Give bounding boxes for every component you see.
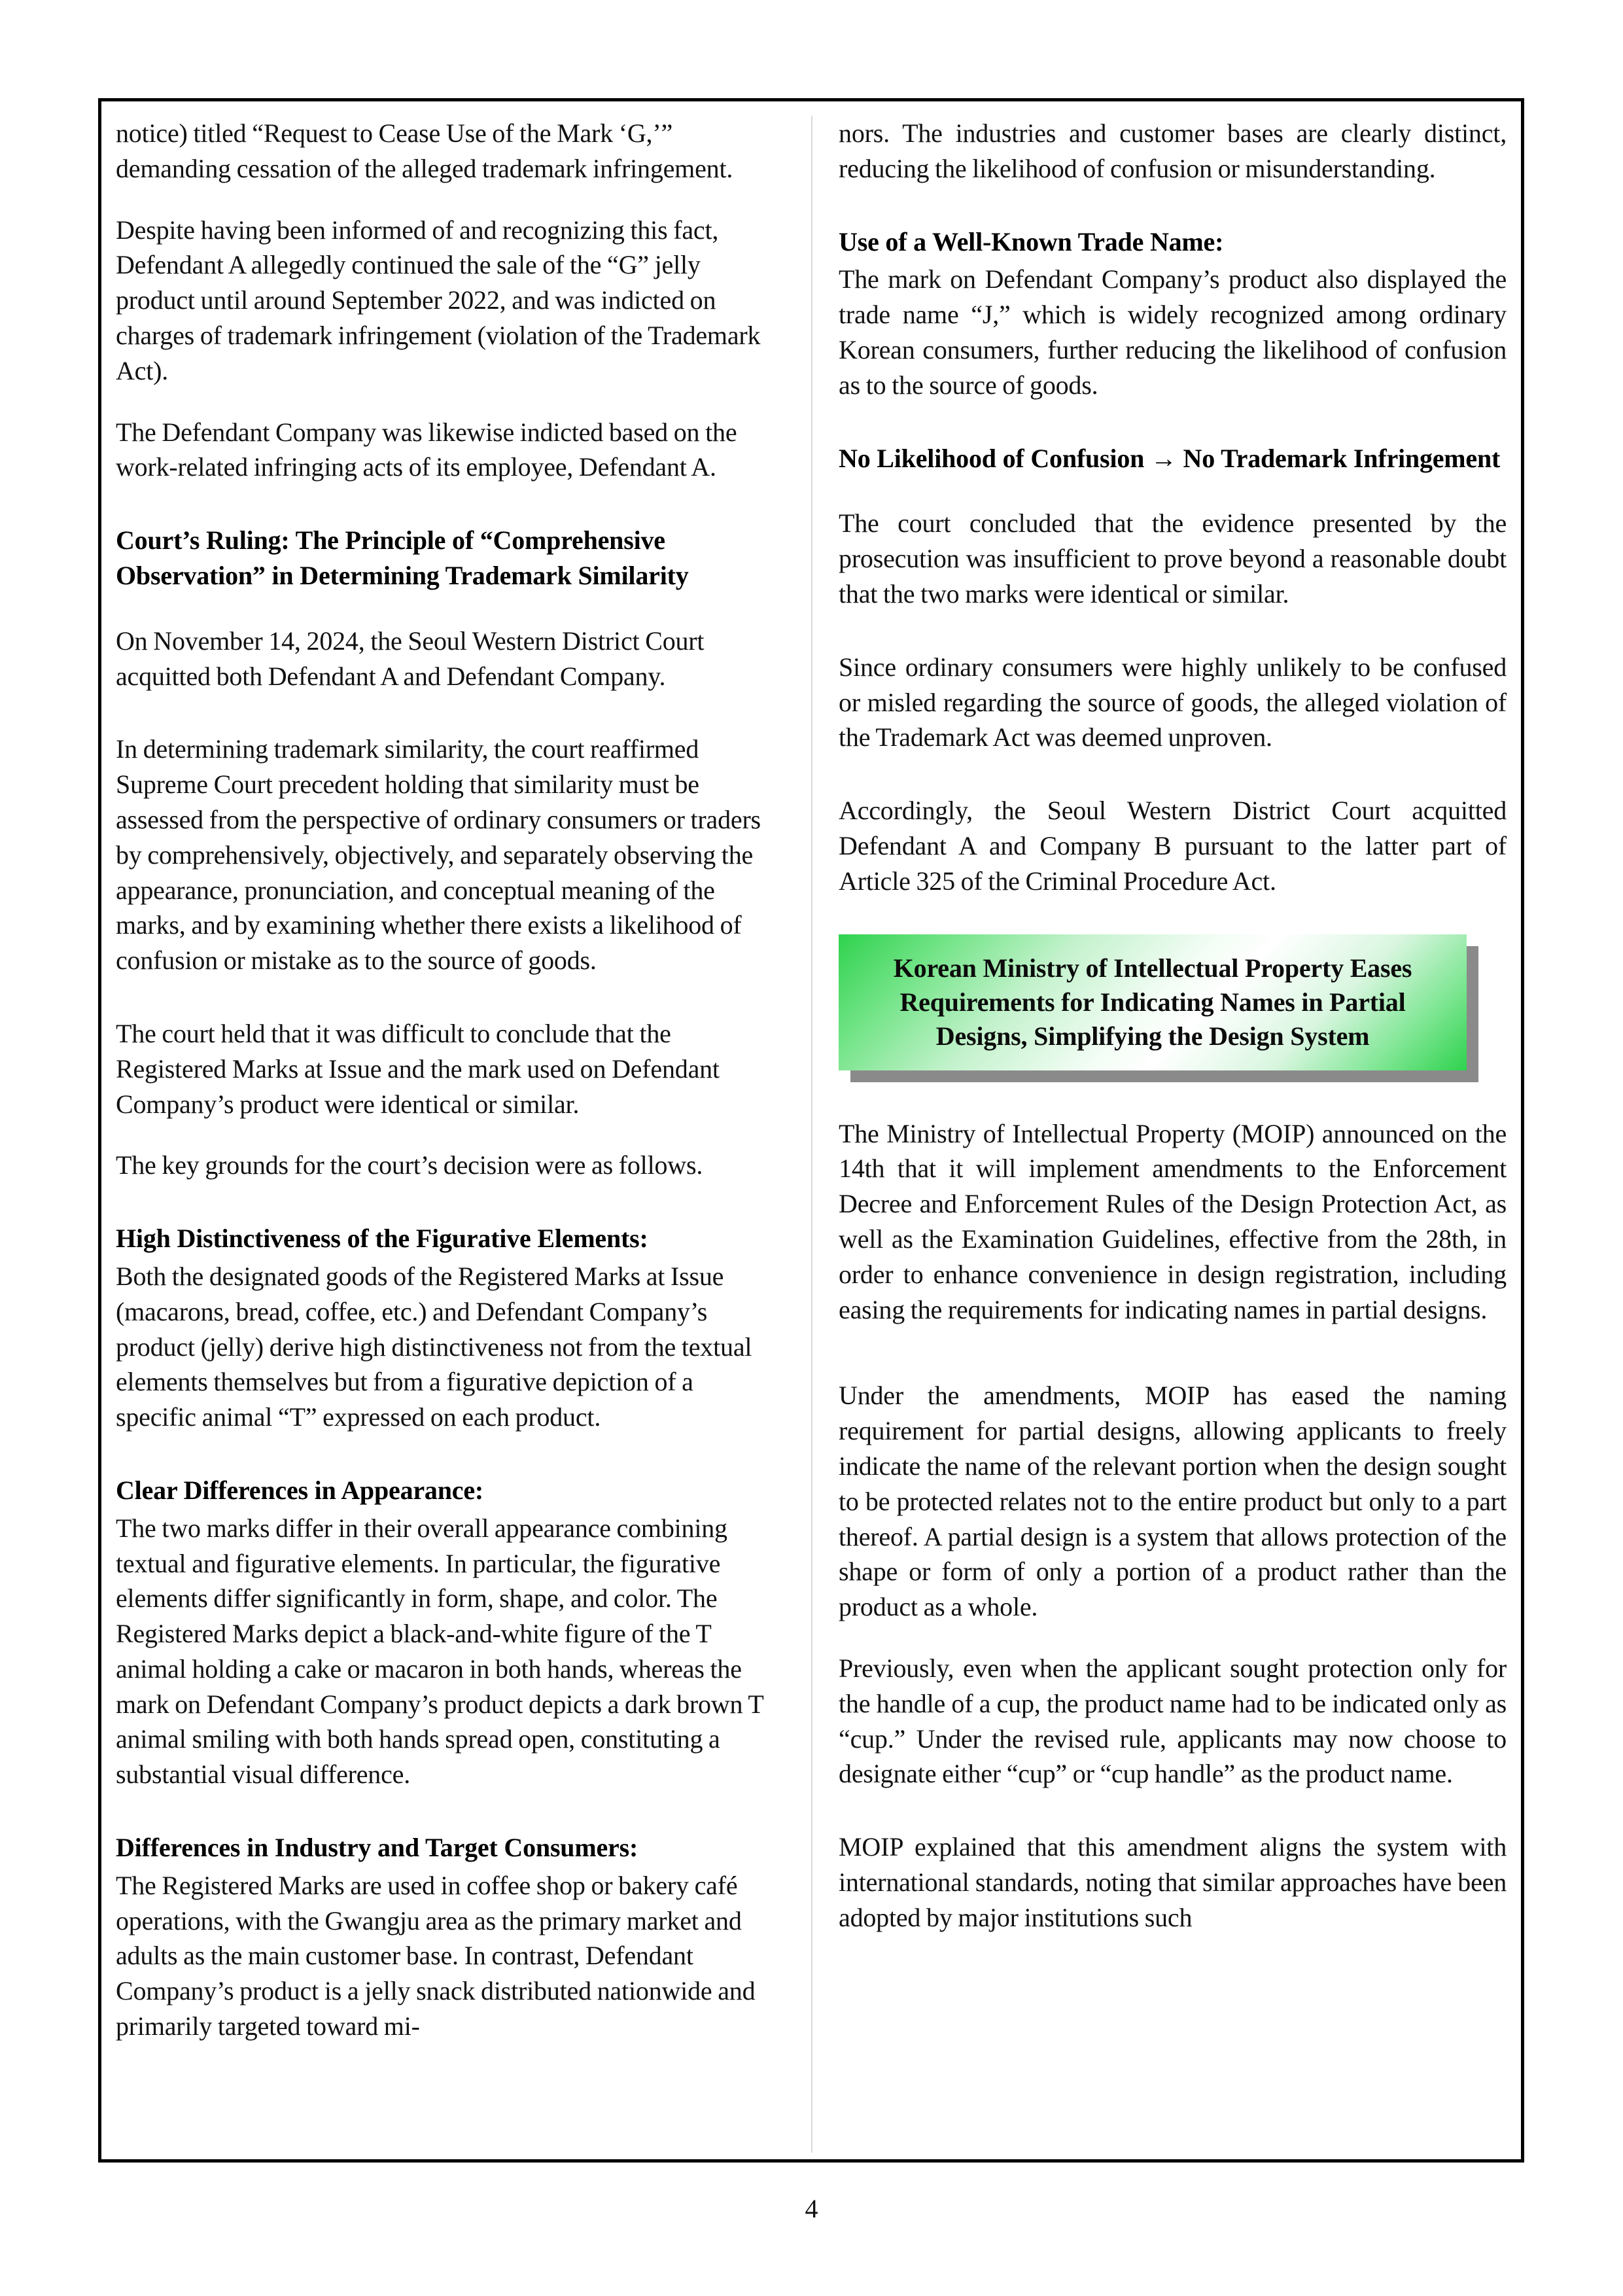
paragraph-court-concluded-evidence: The court concluded that the evidence presented by the prosecution was insufficient to prove beyond a reasonable doubt that the two marks were identical or similar. xyxy=(839,508,1507,609)
left-column xyxy=(116,116,795,2153)
heading-high-distinctiveness: High Distinctiveness of the Figurative Elements: xyxy=(116,1224,648,1254)
paragraph-moip-explained-standards: MOIP explained that this amendment aligns the system with international standards, noting that similar approaches have been adopted by major institutions such xyxy=(839,1832,1507,1932)
paragraph-trade-name-body: The mark on Defendant Company’s product also displayed the trade name “J,” which is widely recognized among ordinary Korean consumers, further reducing the likelihood of confusion as to the source of goods. xyxy=(839,264,1507,400)
paragraph-despite-informed: Despite having been informed of and recognizing this fact, Defendant A allegedly continued the sale of the “G” jelly product until around September 2022, and was indicted on charges of trademark infringement (violation of the Trademark Act). xyxy=(116,215,761,385)
page-number: 4 xyxy=(805,2194,818,2223)
paragraph-under-amendments: Under the amendments, MOIP has eased the naming requirement for partial designs, allowing applicants to freely indicate the name of the relevant portion when the design sought to be protected relates not to the entire product but only to a part thereof. A partial design is a system that allows protection of the shape or form of only a portion of a product rather than the product as a whole. xyxy=(839,1381,1507,1622)
heading-no-likelihood-confusion: No Likelihood of Confusion → No Trademark Infringement xyxy=(839,443,1501,473)
paragraph-moip-announced: The Ministry of Intellectual Property (MOIP) announced on the 14th that it will implement amendments to the Enforcement Decree and Enforcement Rules of the Design Protection Act, as well as the Examination Guidelines, effective from the 28th, in order to enhance convenience in design registration, including easing the requirements for indicating names in partial designs. xyxy=(839,1118,1507,1324)
right-column xyxy=(827,116,1507,2153)
paragraph-defendant-company-indicted: The Defendant Company was likewise indicted based on the work-related infringing acts of its employee, Defendant A. xyxy=(116,417,737,482)
section-banner xyxy=(839,934,1467,1070)
page-content-frame xyxy=(98,98,1524,2163)
heading-differences-industry-consumers: Differences in Industry and Target Consumers: xyxy=(116,1833,638,1863)
paragraph-acquitted-both: On November 14, 2024, the Seoul Western District Court acquitted both Defendant A and Defendant Company. xyxy=(116,626,705,691)
paragraph-clear-differences-body: The two marks differ in their overall appearance combining textual and figurative elements. In particular, the figurative elements differ significantly in form, shape, and color. The Registered Marks depict a black-and-white figure of the T animal holding a cake or macaron in both hands, whereas the mark on Defendant Company’s product depicts a dark brown T animal smiling with both hands spread open, constituting a substantial visual difference. xyxy=(116,1513,763,1790)
paragraph-previously-cup-handle: Previously, even when the applicant sought protection only for the handle of a cup, the product name had to be indicated only as “cup.” Under the revised rule, applicants may now choose to designate either “cup” or “cup handle” as the product name. xyxy=(839,1653,1507,1789)
heading-clear-differences-appearance: Clear Differences in Appearance: xyxy=(116,1475,483,1505)
paragraph-key-grounds: The key grounds for the court’s decision were as follows. xyxy=(116,1150,703,1180)
banner-gradient-box xyxy=(839,934,1467,1070)
paragraph-determining-similarity: In determining trademark similarity, the court reaffirmed Supreme Court precedent holding that similarity must be assessed from the perspective of ordinary consumers or traders by comprehensively, objectively, and separately observing the appearance, pronunciation, and conceptual meaning of the marks, and by examining whether there exists a likelihood of confusion or mistake as to the source of goods. xyxy=(116,734,761,976)
paragraph-court-held-difficult: The court held that it was difficult to conclude that the Registered Marks at Issue and the mark used on Defendant Company’s product were identical or similar. xyxy=(116,1018,720,1119)
heading-well-known-trade-name: Use of a Well-Known Trade Name: xyxy=(839,226,1224,256)
paragraph-accordingly-acquitted: Accordingly, the Seoul Western District Court acquitted Defendant A and Company B pursuant to the latter part of Article 325 of the Criminal Procedure Act. xyxy=(839,796,1507,896)
banner-title-text: Korean Ministry of Intellectual Property Eases Requirements for Indicating Names in Partial Designs, Simplifying the Design System xyxy=(893,953,1412,1051)
paragraph-ordinary-consumers-unlikely: Since ordinary consumers were highly unlikely to be confused or misled regarding the source of goods, the alleged violation of the Trademark Act was deemed unproven. xyxy=(839,652,1507,752)
paragraph-differences-industry-body: The Registered Marks are used in coffee shop or bakery café operations, with the Gwangju area as the primary market and adults as the main customer base. In contrast, Defendant Company’s product is a jelly snack distributed nationwide and primarily targeted toward mi- xyxy=(116,1870,756,2041)
paragraph-notice-titled: notice) titled “Request to Cease Use of the Mark ‘G,’” demanding cessation of the alleged trademark infringement. xyxy=(116,118,733,183)
column-divider xyxy=(795,116,827,2153)
paragraph-nors-industries: nors. The industries and customer bases are clearly distinct, reducing the likelihood of confusion or misunderstanding. xyxy=(839,118,1507,183)
paragraph-high-distinctiveness-body: Both the designated goods of the Registered Marks at Issue (macarons, bread, coffee, etc.) and Defendant Company’s product (jelly) derive high distinctiveness not from the textual elements themselves but from a figurative depiction of a specific animal “T” expressed on each product. xyxy=(116,1261,752,1432)
heading-courts-ruling: Court’s Ruling: The Principle of “Comprehensive Observation” in Determining Trademark Similarity xyxy=(116,525,689,590)
two-column-layout xyxy=(116,116,1507,2153)
